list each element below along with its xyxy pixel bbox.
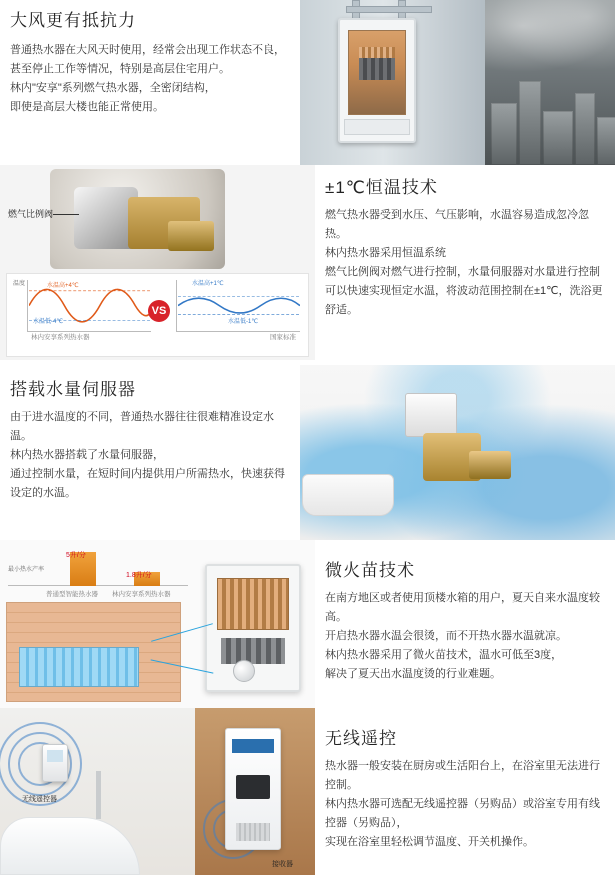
section-3-line-3: 通过控制水量，在短时间内提供用户所需热水，快速获得设定的水温。 (10, 468, 285, 499)
chart-right-y-axis (176, 280, 177, 332)
flame-row-closeup (19, 647, 139, 687)
heat-exchanger-assembly (348, 30, 406, 115)
heater-base-panel (344, 119, 410, 135)
bar-ordinary-label: 普通型智能热水器 (46, 591, 98, 598)
section-2-line-4: 可以快速实现恒定水温，将波动范围控制在±1℃，洗浴更舒适。 (325, 285, 603, 316)
section-2-line-1: 燃气热水器受到水压、气压影响，水温容易造成忽冷忽热。 (325, 209, 589, 240)
bathtub-photo (0, 817, 140, 875)
vs-badge: VS (148, 300, 170, 322)
callout-receiver-label: 接收器 (272, 861, 293, 868)
section-2-image (0, 165, 315, 360)
chart-right-high-label: 水温高+1℃ (192, 281, 224, 287)
chart-left-high-label: 水温高+4℃ (47, 283, 79, 289)
faucet (96, 771, 101, 819)
section-2-line-3: 燃气比例阀对燃气进行控制，水量伺服器对水量进行控制 (325, 266, 600, 278)
bar-rinnai-value: 1.8升/分 (126, 572, 152, 579)
callout-gas-valve (8, 207, 79, 220)
section-1-line-3: 林内"安享"系列燃气热水器，全密闭结构， (10, 82, 216, 94)
section-2-text (315, 165, 615, 365)
section-5-image (0, 708, 315, 875)
min-hot-water-output-chart (8, 546, 188, 598)
section-4-title: 微火苗技术 (325, 561, 415, 580)
heater-control-panel (236, 775, 270, 799)
section-wind-resistance (0, 0, 615, 165)
building-5 (597, 117, 615, 165)
section-4-line-3: 林内热水器采用了微火苗技术，温水可低至3度， (325, 649, 563, 661)
callout-gas-valve-label: 燃气比例阀 (8, 209, 54, 219)
wall-mounted-heater (225, 728, 281, 850)
chart-ordinary-heater (13, 276, 153, 342)
section-water-servo (0, 365, 615, 540)
building-4 (575, 93, 595, 165)
section-1-body (10, 41, 292, 117)
section-3-text (0, 365, 300, 540)
water-servo-device (395, 393, 515, 503)
section-constant-temperature (0, 165, 615, 365)
bar-ordinary-value: 5升/分 (66, 552, 86, 559)
section-3-line-1: 由于进水温度的不同，普通热水器往往很难精准设定水温。 (10, 411, 274, 442)
heat-exchanger-coil-2 (217, 578, 289, 630)
heater-installation-photo (300, 0, 485, 165)
section-1-text (0, 0, 300, 165)
control-knob (233, 660, 255, 682)
heater-brand-band (232, 739, 274, 753)
bar-rinnai-label: 林内安享系列热水器 (112, 591, 171, 598)
callout-remote (22, 794, 57, 804)
section-1-line-2: 甚至停止工作等情况，特别是高层住宅用户。 (10, 63, 230, 75)
burner-unit (359, 58, 395, 80)
section-2-title: ±1℃恒温技术 (325, 178, 438, 197)
heater-vents (236, 823, 270, 841)
chart-left-y-axis (27, 280, 28, 332)
micro-flame-burner (221, 638, 285, 664)
chart-left-low-label: 水温低-4℃ (33, 319, 64, 325)
callout-leader-line-1 (53, 214, 79, 215)
chart-right-caption: 国家标准 (270, 334, 296, 341)
bars-baseline (8, 585, 188, 586)
section-2-line-2: 林内热水器采用恒温系统 (325, 247, 446, 259)
section-3-body (10, 408, 292, 503)
section-5-text (315, 708, 615, 875)
wireless-remote-device (42, 744, 68, 782)
section-5-title: 无线遥控 (325, 729, 397, 748)
callout-remote-label: 无线遥控器 (22, 796, 57, 803)
building-1 (491, 103, 517, 165)
servo-brass-outlet (469, 451, 511, 479)
chart-left-y-label: 温度 (13, 281, 26, 287)
tiled-wall-photo (6, 602, 181, 702)
storm-clouds (485, 0, 615, 80)
section-1-line-4: 即使是高层大楼也能正常使用。 (10, 101, 164, 113)
section-micro-flame (0, 540, 615, 708)
section-3-image (300, 365, 615, 540)
section-4-body (325, 589, 607, 684)
section-5-line-2: 林内热水器可选配无线遥控器（另购品）或浴室专用有线控器（另购品）， (325, 798, 600, 829)
bars-y-label: 最小热水产率 (8, 567, 45, 573)
section-wireless-remote (0, 708, 615, 875)
section-5-body (325, 757, 607, 852)
chart-left-caption: 林内安享系列热水器 (31, 334, 90, 341)
pipe-horizontal (346, 6, 432, 13)
section-3-title: 搭载水量伺服器 (10, 380, 136, 399)
chart-rinnai-heater (162, 276, 302, 342)
remote-display (47, 750, 63, 762)
section-1-title: 大风更有抵抗力 (10, 11, 136, 30)
section-5-line-3: 实现在浴室里轻松调节温度、开关机操作。 (325, 836, 534, 848)
section-3-line-2: 林内热水器搭载了水量伺服器， (10, 449, 164, 461)
temperature-comparison-chart (6, 273, 309, 357)
section-1-image (300, 0, 615, 165)
city-skyline-photo (485, 0, 615, 165)
section-4-line-4: 解决了夏天出水温度烫的行业难题。 (325, 668, 501, 680)
water-heater-cutaway (338, 18, 416, 143)
water-heater-cutaway-2 (205, 564, 301, 692)
chart-right-low-label: 水温低-1℃ (228, 319, 259, 325)
section-4-image (0, 540, 315, 708)
valve-outlet-brass (168, 221, 214, 251)
section-4-line-1: 在南方地区或者使用顶楼水箱的用户，夏天自来水温度较高。 (325, 592, 600, 623)
section-4-text (315, 540, 615, 708)
building-2 (519, 81, 541, 165)
callout-receiver (272, 859, 293, 869)
section-5-line-1: 热水器一般安装在厨房或生活阳台上，在浴室里无法进行控制。 (325, 760, 600, 791)
servo-motor (405, 393, 457, 437)
section-4-line-2: 开启热水器水温会很烫，而不开热水器水温就凉。 (325, 630, 567, 642)
bathtub-shape (302, 474, 394, 516)
section-2-body (325, 206, 607, 320)
section-1-line-1: 普通热水器在大风天时使用，经常会出现工作状态不良， (10, 44, 285, 56)
building-3 (543, 111, 573, 165)
